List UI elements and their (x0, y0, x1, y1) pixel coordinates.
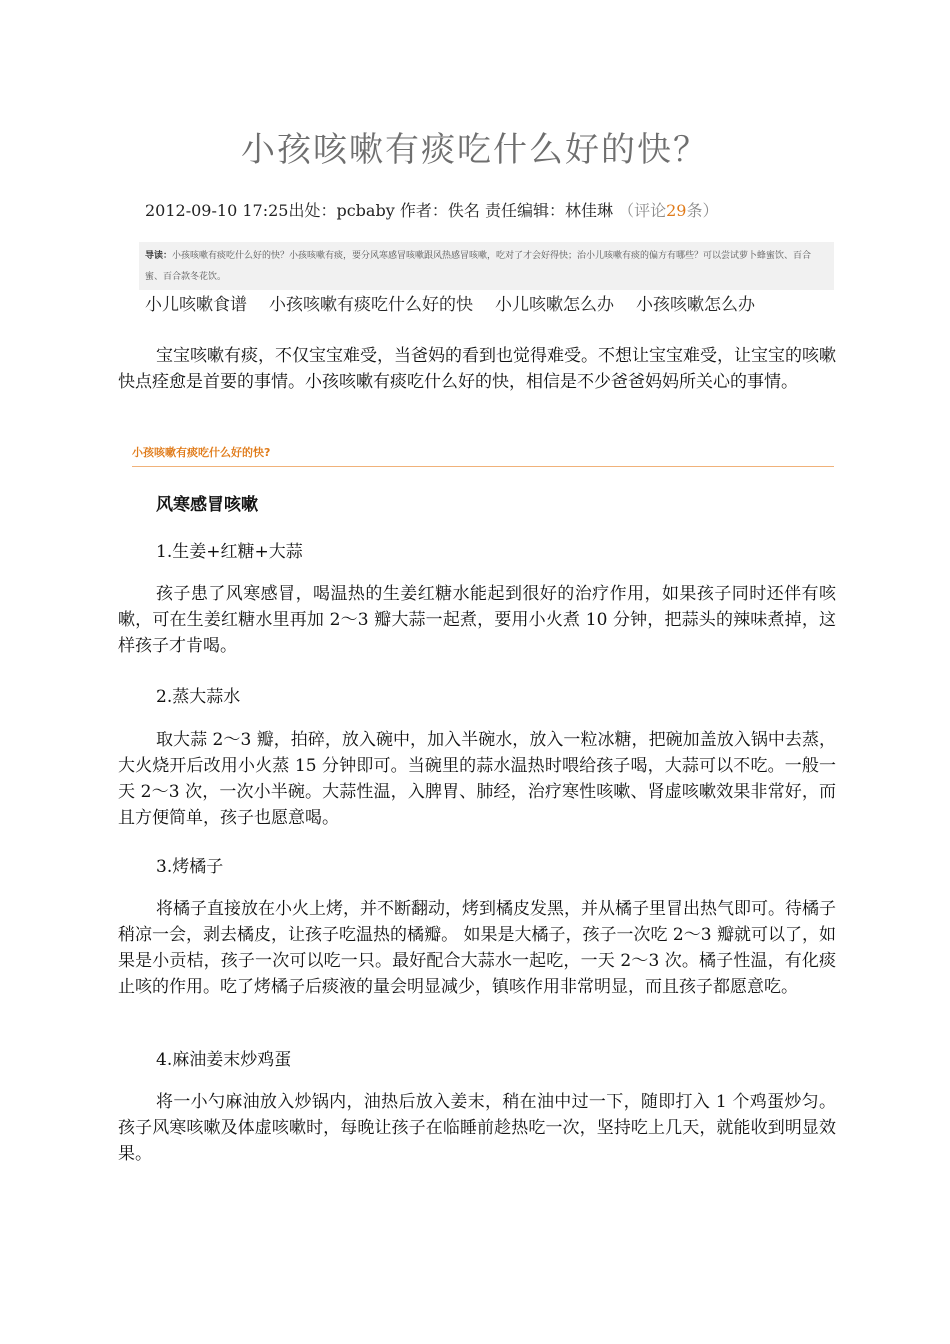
remedy-paragraph: 取大蒜 2～3 瓣，拍碎，放入碗中，加入半碗水，放入一粒冰糖，把碗加盖放入锅中去蒸，大火烧开后改用小火蒸 15 分钟即可。当碗里的蒜水温热时喂给孩子喝，大蒜可以不吃。一般一天 2～3 次，一次小半碗。大蒜性温，入脾胃、肺经，治疗寒性咳嗽、肾虚咳嗽效果非常好，而且方便简单，孩子也愿意喝。 (118, 730, 836, 828)
author-label: 作者： (399, 201, 448, 220)
article-title: 小孩咳嗽有痰吃什么好的快？ (241, 130, 709, 170)
remedy-paragraph: 将一小勺麻油放入炒锅内，油热后放入姜末，稍在油中过一下，随即打入 1 个鸡蛋炒匀。孩子风寒咳嗽及体虚咳嗽时，每晚让孩子在临睡前趁热吃一次，坚持吃上几天，就能收到明显效果。 (118, 1092, 836, 1164)
tag-link[interactable]: 小儿咳嗽食谱 (145, 295, 247, 315)
remedy-heading: 3.烤橘子 (156, 857, 224, 877)
editor-name: 林佳琳 (564, 201, 613, 220)
tag-link[interactable]: 小儿咳嗽怎么办 (495, 295, 614, 315)
remedy-heading: 1.生姜+红糖+大蒜 (156, 542, 303, 562)
remedy-heading: 4.麻油姜末炒鸡蛋 (156, 1050, 292, 1070)
intro-paragraph: 宝宝咳嗽有痰，不仅宝宝难受，当爸妈的看到也觉得难受。不想让宝宝难受，让宝宝的咳嗽快点痊愈是首要的事情。小孩咳嗽有痰吃什么好的快，相信是不少爸爸妈妈所关心的事情。 (118, 346, 836, 392)
tag-links (145, 292, 825, 318)
subheading: 风寒感冒咳嗽 (156, 495, 258, 515)
remedy-heading: 2.蒸大蒜水 (156, 687, 241, 707)
remedy-paragraph: 孩子患了风寒感冒，喝温热的生姜红糖水能起到很好的治疗作用，如果孩子同时还伴有咳嗽，可在生姜红糖水里再加 2～3 瓣大蒜一起煮，要用小火煮 10 分钟，把蒜头的辣味煮掉，这样孩子才肯喝。 (118, 584, 836, 656)
tag-link[interactable]: 小孩咳嗽怎么办 (636, 295, 755, 315)
article-meta (145, 198, 845, 221)
remedy-paragraph: 将橘子直接放在小火上烤，并不断翻动，烤到橘皮发黑，并从橘子里冒出热气即可。待橘子稍凉一会，剥去橘皮，让孩子吃温热的橘瓣。 如果是大橘子，孩子一次吃 2～3 瓣就可以了，如果是小贡桔，孩子一次可以吃一只。最好配合大蒜水一起吃，一天 2～3 次。橘子性温，有化痰止咳的作用。吃了烤橘子后痰液的量会明显减少，镇咳作用非常明显，而且孩子都愿意吃。 (118, 899, 836, 997)
source-label: 出处： (288, 201, 337, 220)
publish-datetime: 2012-09-10 17:25 (145, 201, 289, 220)
comment-link[interactable]: （评论29条） (618, 201, 719, 220)
tag-link[interactable]: 小孩咳嗽有痰吃什么好的快 (269, 295, 473, 315)
editor-label: 责任编辑： (484, 201, 565, 220)
lead-text: 小孩咳嗽有痰吃什么好的快？小孩咳嗽有痰，要分风寒感冒咳嗽跟风热感冒咳嗽，吃对了才会好得快；治小儿咳嗽有痰的偏方有哪些？可以尝试萝卜蜂蜜饮、百合蜜、百合款冬花饮。 (145, 251, 812, 282)
section-title: 小孩咳嗽有痰吃什么好的快? (132, 444, 834, 467)
comment-count: 29 (666, 201, 687, 220)
lead-summary (139, 242, 834, 290)
source-name[interactable]: pcbaby (336, 201, 395, 220)
author-name: 佚名 (447, 201, 480, 220)
lead-label: 导读： (145, 251, 173, 261)
